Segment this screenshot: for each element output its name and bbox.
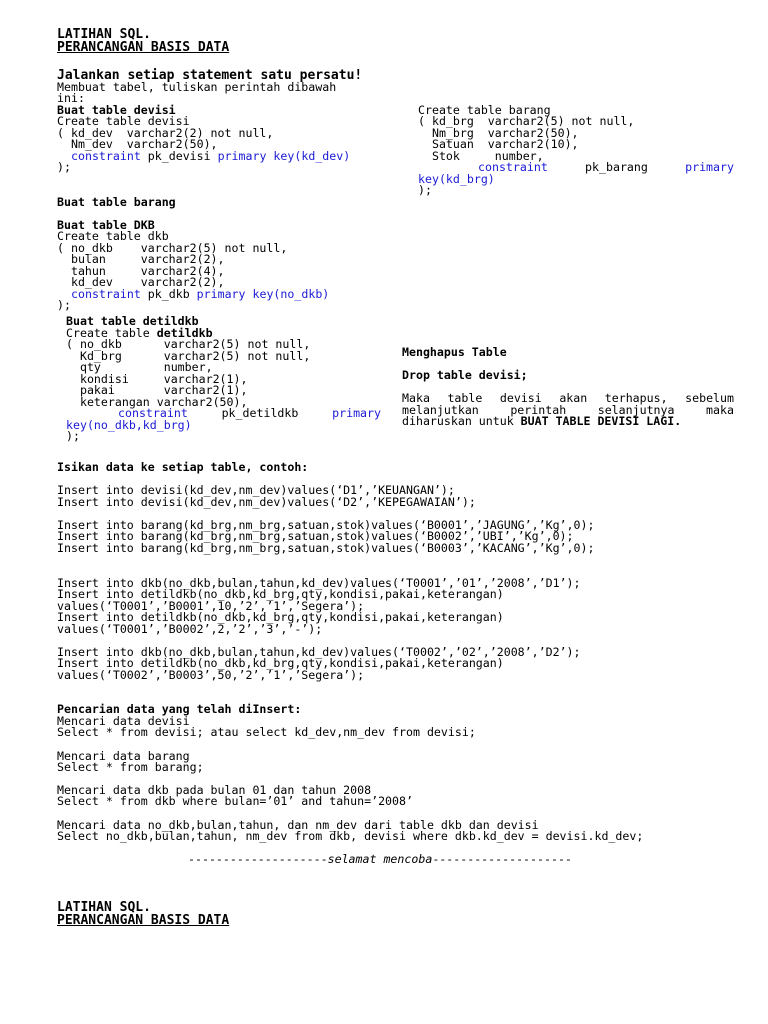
- keyword: primary key(no_dkb): [196, 287, 330, 301]
- emphasis-text: BUAT TABLE DEVISI LAGI.: [520, 414, 682, 428]
- barang-constraint: [478, 162, 734, 174]
- barang-create: Create table barang: [418, 103, 551, 117]
- word: melanjutkan: [402, 403, 479, 417]
- detildkb-column-line: ( no_dkb varchar2(5) not null,: [66, 337, 311, 351]
- dkb-create: Create table dkb: [57, 229, 169, 243]
- word: selanjutnya: [597, 403, 675, 417]
- detildkb-column-line: qty number,: [66, 360, 213, 374]
- keyword: constraint: [478, 160, 548, 174]
- dkb-column-line: ( no_dkb varchar2(5) not null,: [57, 241, 288, 255]
- query-line: Select * from barang;: [57, 760, 204, 774]
- hapus-heading: Menghapus Table: [402, 345, 507, 359]
- dkb-heading: Buat table DKB: [57, 218, 155, 232]
- page-subtitle: PERANCANGAN BASIS DATA: [57, 40, 230, 55]
- query-line: Select * from devisi; atau select kd_dev,nm_dev from devisi;: [57, 725, 476, 739]
- devisi-end: );: [57, 160, 71, 174]
- intro-line: Membuat tabel, tuliskan perintah dibawah: [57, 80, 337, 94]
- insert-line: Insert into detildkb(no_dkb,kd_brg,qty,kondisi,pakai,keterangan): [57, 656, 504, 670]
- insert-line: values(‘T0001’,’B0001’,10,’2’,’1’,’Segera’);: [57, 599, 365, 613]
- query-description: Mencari data barang: [57, 749, 190, 763]
- divider: --------------------: [432, 852, 572, 866]
- devisi-create: Create table devisi: [57, 114, 190, 128]
- dkb-column-line: tahun varchar2(4),: [57, 264, 225, 278]
- word: maka: [706, 403, 734, 417]
- instruction-text: Jalankan setiap statement satu persatu!: [57, 68, 363, 83]
- insert-line: values(‘T0002’,’B0003’,50,’2’,’1’,’Segera’);: [57, 668, 365, 682]
- barang-column-line: Nm_brg varchar2(50),: [418, 126, 579, 140]
- drop-statement: Drop table devisi;: [402, 368, 528, 382]
- keyword: primary: [685, 160, 734, 174]
- barang-end: );: [418, 183, 432, 197]
- barang-column-line: Satuan varchar2(10),: [418, 137, 579, 151]
- word: akan: [559, 391, 588, 405]
- dkb-end: );: [57, 298, 71, 312]
- insert-line: Insert into detildkb(no_dkb,kd_brg,qty,kondisi,pakai,keterangan): [57, 610, 504, 624]
- keyword: constraint: [118, 406, 188, 420]
- query-line: Select * from dkb where bulan=’01’ and tahun=’2008’: [57, 794, 413, 808]
- detildkb-column-line: kondisi varchar2(1),: [66, 372, 248, 386]
- constraint-name: pk_dkb: [140, 287, 197, 301]
- insert-line: Insert into detildkb(no_dkb,kd_brg,qty,kondisi,pakai,keterangan): [57, 587, 504, 601]
- closing-line: [188, 854, 572, 866]
- word: table: [447, 391, 483, 405]
- table-name: detildkb: [156, 326, 213, 340]
- insert-line: Insert into barang(kd_brg,nm_brg,satuan,stok)values(‘B0001’,’JAGUNG’,’Kg’,0);: [57, 518, 595, 532]
- dkb-column-line: bulan varchar2(2),: [57, 252, 225, 266]
- insert-line: Insert into devisi(kd_dev,nm_dev)values(‘D2’,’KEPEGAWAIAN’);: [57, 495, 476, 509]
- intro-line: ini:: [57, 91, 85, 105]
- barang-heading: Buat table barang: [57, 195, 176, 209]
- detildkb-heading: Buat table detildkb: [66, 314, 199, 328]
- insert-line: Insert into barang(kd_brg,nm_brg,satuan,stok)values(‘B0002’,’UBI’,’Kg’,0);: [57, 529, 574, 543]
- page-title: LATIHAN SQL.: [57, 27, 151, 42]
- barang-constraint-key: key(kd_brg): [418, 172, 495, 186]
- detildkb-column-line: pakai varchar2(1),: [66, 383, 248, 397]
- footer-title: LATIHAN SQL.: [57, 900, 151, 915]
- divider: --------------------: [188, 852, 328, 866]
- footer-subtitle: PERANCANGAN BASIS DATA: [57, 913, 230, 928]
- text: diharuskan untuk: [402, 414, 521, 428]
- create-keyword: Create table: [66, 326, 157, 340]
- insert-line: Insert into devisi(kd_dev,nm_dev)values(‘D1’,’KEUANGAN’);: [57, 483, 455, 497]
- detildkb-column-line: Kd_brg varchar2(5) not null,: [66, 349, 311, 363]
- insert-line: values(‘T0001’,’B0002’,2,’2’,’3’,’-’);: [57, 622, 323, 636]
- barang-column-line: Stok number,: [418, 149, 544, 163]
- devisi-column-line: ( kd_dev varchar2(2) not null,: [57, 126, 274, 140]
- keyword: primary: [332, 406, 381, 420]
- constraint-name: pk_devisi: [140, 149, 218, 163]
- query-line: Select no_dkb,bulan,tahun, nm_dev from dkb, devisi where dkb.kd_dev = devisi.kd_dev;: [57, 829, 644, 843]
- detildkb-end: );: [66, 429, 80, 443]
- hapus-paragraph-line: [402, 416, 681, 428]
- constraint-name: pk_barang: [585, 160, 648, 174]
- keyword: constraint: [71, 149, 141, 163]
- cari-heading: Pencarian data yang telah diInsert:: [57, 702, 302, 716]
- word: Maka: [402, 391, 430, 405]
- query-description: Mencari data dkb pada bulan 01 dan tahun 2008: [57, 783, 372, 797]
- insert-line: Insert into dkb(no_dkb,bulan,tahun,kd_dev)values(‘T0002’,’02’,’2008’,’D2’);: [57, 645, 581, 659]
- devisi-heading: Buat table devisi: [57, 103, 176, 117]
- word: perintah: [510, 403, 567, 417]
- insert-line: Insert into barang(kd_brg,nm_brg,satuan,stok)values(‘B0003’,’KACANG’,’Kg’,0);: [57, 541, 595, 555]
- keyword: primary key(kd_dev): [217, 149, 351, 163]
- constraint-name: pk_detildkb: [221, 406, 299, 420]
- devisi-column-line: Nm_dev varchar2(50),: [57, 137, 218, 151]
- query-description: Mencari data no_dkb,bulan,tahun, dan nm_dev dari table dkb dan devisi: [57, 818, 539, 832]
- dkb-column-line: kd_dev varchar2(2),: [57, 275, 225, 289]
- isi-heading: Isikan data ke setiap table, contoh:: [57, 460, 309, 474]
- keyword: constraint: [71, 287, 141, 301]
- barang-column-line: ( kd_brg varchar2(5) not null,: [418, 114, 635, 128]
- dkb-constraint: [71, 289, 329, 301]
- query-description: Mencari data devisi: [57, 714, 190, 728]
- word: terhapus,: [604, 391, 668, 405]
- detildkb-constraint-key: key(no_dkb,kd_brg): [66, 418, 192, 432]
- word: sebelum: [685, 391, 734, 405]
- insert-line: Insert into dkb(no_dkb,bulan,tahun,kd_dev)values(‘T0001’,’01’,’2008’,’D1’);: [57, 576, 581, 590]
- closing-text: selamat mencoba: [327, 852, 433, 866]
- detildkb-column-line: keterangan varchar2(50),: [66, 395, 248, 409]
- word: devisi: [499, 391, 542, 405]
- devisi-constraint: [71, 151, 350, 163]
